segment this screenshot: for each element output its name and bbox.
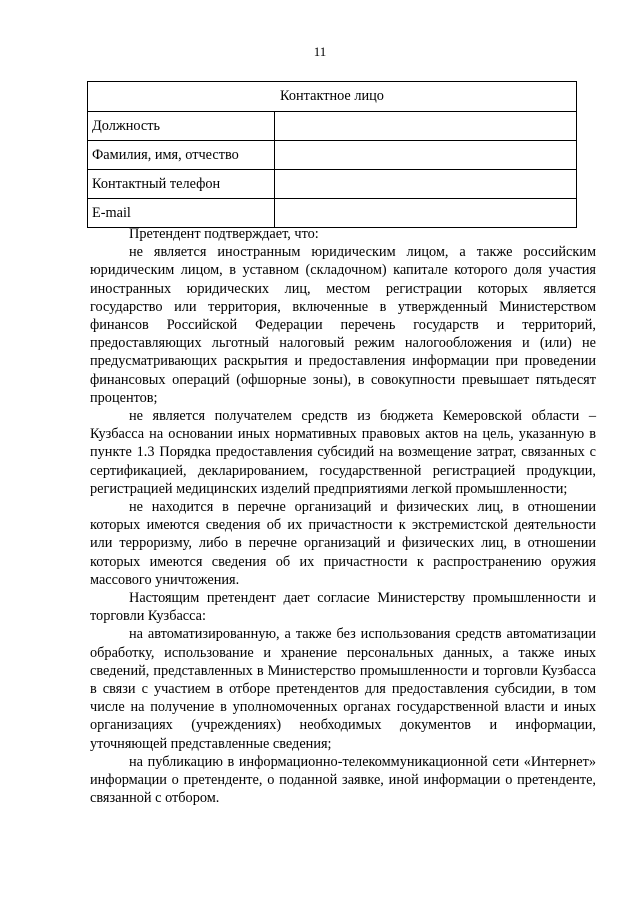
page-number: 11 [313,44,327,59]
paragraph-confirms: Претендент подтверждает, что: [129,226,319,242]
full-name-value [275,141,577,170]
table-row [88,170,577,199]
paragraph-consent: Настоящим претендент дает согласие Министерству промышленности и торговли Кузбасса: [90,590,596,625]
contact-person-table [87,81,577,228]
paragraph-not-budget-recipient: не является получателем средств из бюджета Кемеровской области – Кузбасса на основании иных нормативных правовых актов на цель, указанную в пункте 1.3 Порядка предоставления субсидий на возмещение затрат, связанных с сертификацией, декларированием, государственной регистрацией продукции, регистрацией медицинских изделий предприятиями легкой промышленности; [90,408,596,497]
email-label: E-mail [88,199,275,228]
paragraph-data-processing: на автоматизированную, а также без использования средств автоматизации обработку, использование и хранение персональных данных, а также иных сведений, представленных в Министерство промышленности и торговли Кузбасса в связи с участием в отборе претендентов для предоставления субсидии, в том числе на получение в уполномоченных органах государственной власти и иных организациях (учреждениях) необходимых документов и информации, уточняющей представленные сведения; [90,626,596,752]
paragraph-publication: на публикацию в информационно-телекоммуникационной сети «Интернет» информации о претенденте, о поданной заявке, иной информации о претенденте, связанной с отбором. [90,753,596,807]
phone-value [275,170,577,199]
table-row [88,141,577,170]
paragraph-not-in-list: не находится в перечне организаций и физических лиц, в отношении которых имеются сведения об их причастности к экстремистской деятельности или терроризму, либо в перечне организаций и физических лиц, в отношении которых имеются сведения об их причастности к распространению оружия массового уничтожения. [90,499,596,588]
position-label: Должность [88,112,275,141]
table-header: Контактное лицо [88,82,577,112]
table-row [88,112,577,141]
position-value [275,112,577,141]
document-body [90,225,596,808]
full-name-label: Фамилия, имя, отчество [88,141,275,170]
email-value [275,199,577,228]
table-row [88,199,577,228]
paragraph-not-foreign-entity: не является иностранным юридическим лицом, а также российским юридическим лицом, в уставном (складочном) капитале которого доля участия иностранных юридических лиц, местом регистрации которых является государство или территория, включенные в утвержденный Министерством финансов Российской Федерации перечень государств и территорий, предоставляющих льготный налоговый режим налогообложения и (или) не предусматривающих раскрытия и предоставления информации при проведении финансовых операций (офшорные зоны), в совокупности превышает пятьдесят процентов; [90,244,596,406]
table-header-row [88,82,577,112]
phone-label: Контактный телефон [88,170,275,199]
